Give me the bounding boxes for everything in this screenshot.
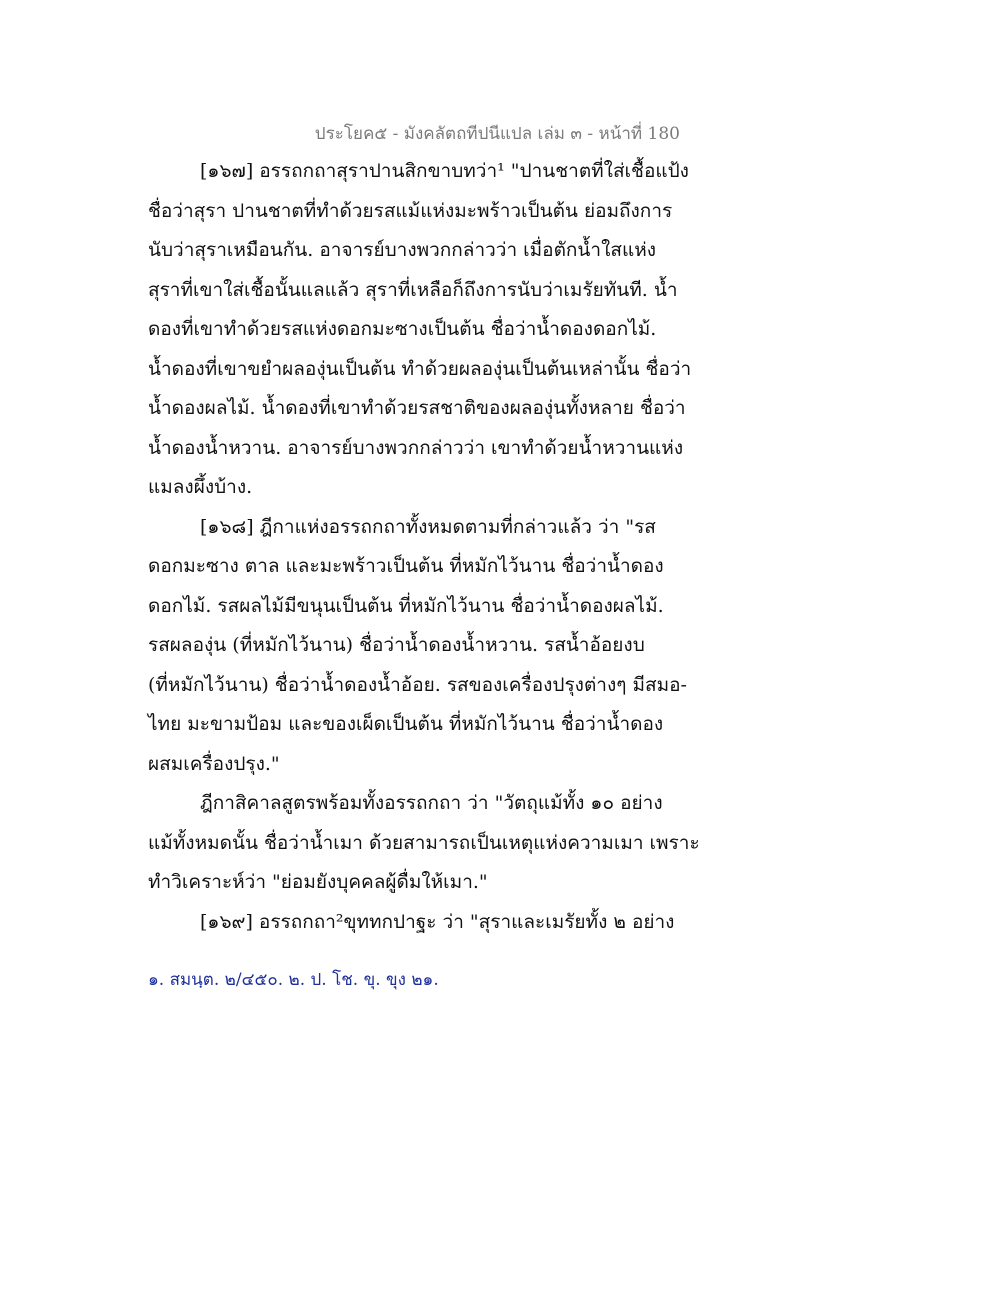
paragraph-sigala-start: ฎีกาสิคาลสูตรพร้อมทั้งอรรถกถา ว่า "วัตถุแม้ทั้ง ๑๐ อย่าง <box>200 792 663 814</box>
body-line: ดอกมะซาง ตาล และมะพร้าวเป็นต้น ที่หมักไว้นาน ชื่อว่าน้ำดอง <box>148 555 664 577</box>
body-line: ไทย มะขามป้อม และของเผ็ดเป็นต้น ที่หมักไว้นาน ชื่อว่าน้ำดอง <box>148 713 664 735</box>
body-line: ดองที่เขาทำด้วยรสแห่งดอกมะซางเป็นต้น ชื่อว่าน้ำดองดอกไม้. <box>148 318 657 340</box>
body-line: น้ำดองน้ำหวาน. อาจารย์บางพวกกล่าวว่า เขาทำด้วยน้ำหวานแห่ง <box>148 436 684 459</box>
paragraph-169-start: [๑๖๙] อรรถกถา²ขุททกปาฐะ ว่า "สุราและเมรัยทั้ง ๒ อย่าง <box>200 910 675 933</box>
body-line: ดอกไม้. รสผลไม้มีขนุนเป็นต้น ที่หมักไว้นาน ชื่อว่าน้ำดองผลไม้. <box>148 594 664 617</box>
body-line: รสผลองุ่น (ที่หมักไว้นาน) ชื่อว่าน้ำดองน้ำหวาน. รสน้ำอ้อยงบ <box>148 634 645 656</box>
body-line: (ที่หมักไว้นาน) ชื่อว่าน้ำดองน้ำอ้อย. รสของเครื่องปรุงต่างๆ มีสมอ- <box>148 673 687 696</box>
running-header: ประโยค๕ - มังคลัตถทีปนีแปล เล่ม ๓ - หน้าที่ 180 <box>314 124 680 144</box>
paragraph-168-start: [๑๖๘] ฎีกาแห่งอรรถกถาทั้งหมดตามที่กล่าวแล้ว ว่า "รส <box>200 515 656 538</box>
body-line: สุราที่เขาใส่เชื้อนั้นแลแล้ว สุราที่เหลือก็ถึงการนับว่าเมรัยทันที. น้ำ <box>148 278 678 301</box>
body-text <box>148 152 700 942</box>
body-line: แม้ทั้งหมดนั้น ชื่อว่าน้ำเมา ด้วยสามารถเป็นเหตุแห่งความเมา เพราะ <box>148 831 700 854</box>
body-line: น้ำดองที่เขาขยำผลองุ่นเป็นต้น ทำด้วยผลองุ่นเป็นต้นเหล่านั้น ชื่อว่า <box>148 357 692 380</box>
paragraph-167-start: [๑๖๗] อรรถกถาสุราปานสิกขาบทว่า¹ "ปานชาตที่ใส่เชื้อแป้ง <box>200 160 689 182</box>
body-line: ชื่อว่าสุรา ปานชาตที่ทำด้วยรสแม้แห่งมะพร้าวเป็นต้น ย่อมถึงการ <box>148 199 673 222</box>
body-line: ผสมเครื่องปรุง." <box>148 752 280 775</box>
body-line: น้ำดองผลไม้. น้ำดองที่เขาทำด้วยรสชาติของผลองุ่นทั้งหลาย ชื่อว่า <box>148 397 686 419</box>
body-line: ทำวิเคราะห์ว่า "ย่อมยังบุคคลผู้ดื่มให้เมา." <box>148 871 488 893</box>
body-line: แมลงผึ้งบ้าง. <box>148 476 253 498</box>
footnote: ๑. สมนฺต. ๒/๔๕๐. ๒. ป. โช. ขุ. ขุง ๒๑. <box>148 970 439 990</box>
body-line: นับว่าสุราเหมือนกัน. อาจารย์บางพวกกล่าวว่า เมื่อตักน้ำใสแห่ง <box>148 239 657 261</box>
